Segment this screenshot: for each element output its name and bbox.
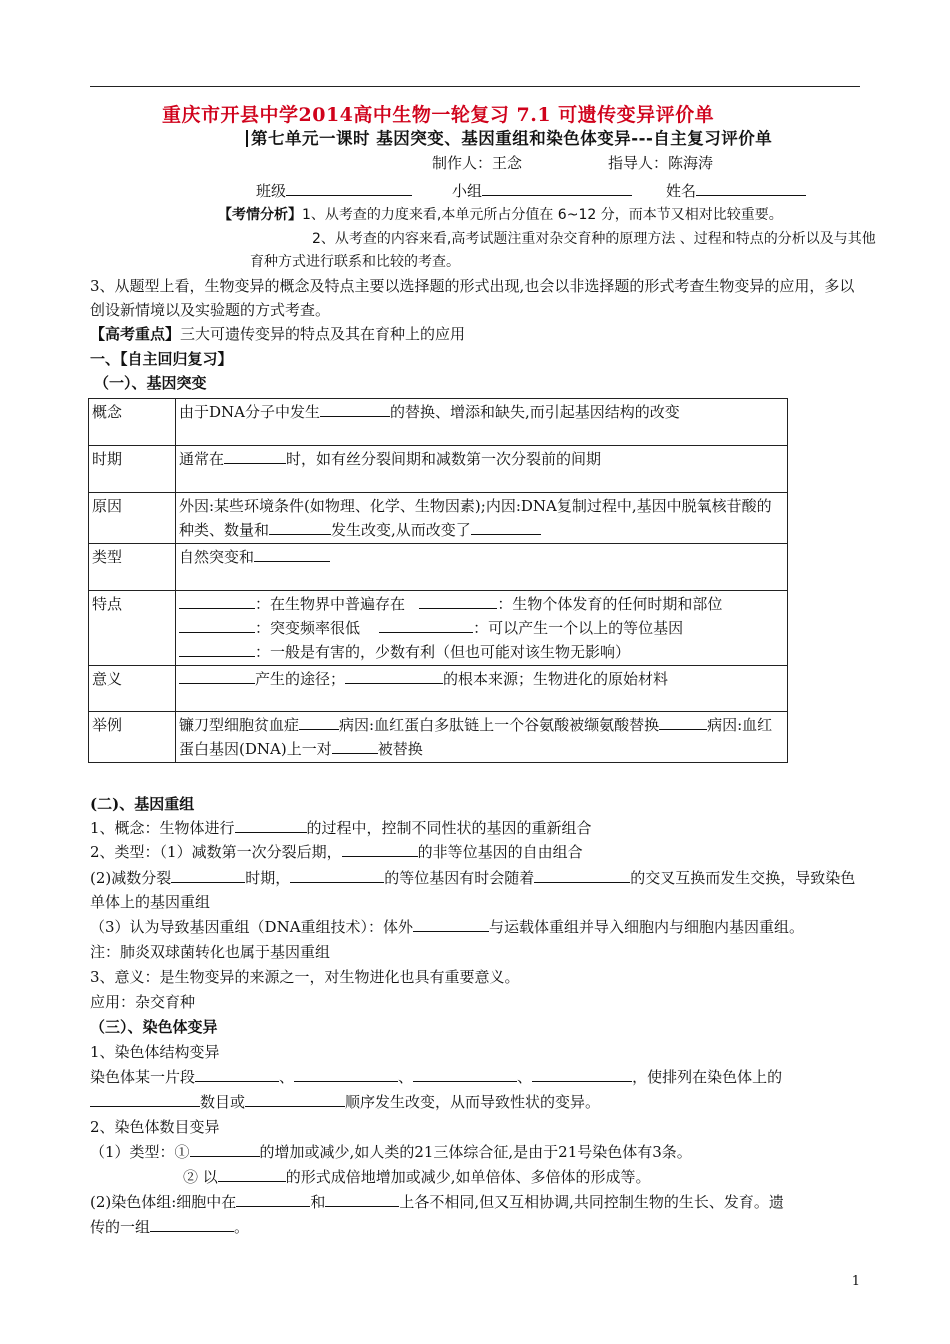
row-content: ：在生物界中普遍存在 ：生物个体发育的任何时期和部位 ：突变频率很低 ：可以产生一个以上的等位基因 ：一般是有害的，少数有利（但也可能对该生物无影响） [176,591,788,666]
blank[interactable] [379,618,473,633]
blank[interactable] [235,818,307,833]
blank[interactable] [179,594,255,609]
blank[interactable] [325,1192,399,1207]
analysis-item1: 【考情分析】1、从考查的力度来看,本单元所占分值在 6~12 分，而本节又相对比较重要。 [218,207,783,223]
row-content: 自然突变和 [176,544,788,591]
maker-label: 制作人：王念 [432,154,523,172]
blank[interactable] [659,715,707,730]
blank[interactable] [532,1067,632,1082]
table-row [89,544,788,591]
table-row [89,666,788,712]
blank[interactable] [294,1067,398,1082]
blank[interactable] [413,917,489,932]
recomb-line2: 2、类型：（1）减数第一次分裂后期， 的非等位基因的自由组合 [90,843,583,861]
blank[interactable] [534,868,630,883]
guide-label: 指导人：陈海涛 [608,154,714,172]
row-content: 外因:某些环境条件(如物理、化学、生物因素);内因:DNA复制过程中,基因中脱氧核苷酸的种类、数量和 发生改变,从而改变了 [176,493,788,544]
table-row [89,493,788,544]
name-field[interactable]: 姓名 [666,180,806,201]
blank[interactable] [332,739,378,754]
row-label: 举例 [89,712,176,763]
mutation-heading: （一）、基因突变 [94,374,207,392]
blank[interactable] [342,842,418,857]
blank[interactable] [245,1092,345,1107]
row-label: 概念 [89,399,176,446]
page-number: 1 [851,1274,860,1289]
blank[interactable] [299,715,339,730]
recomb-application: 应用：杂交育种 [90,993,196,1011]
blank[interactable] [179,642,255,657]
blank[interactable] [471,520,541,535]
analysis-item2-cont: 育种方式进行联系和比较的考查。 [250,254,460,270]
header-rule [90,86,860,87]
group-field[interactable]: 小组 [452,180,632,201]
blank[interactable] [224,449,286,464]
blank[interactable] [320,402,390,417]
blank[interactable] [179,669,255,684]
row-content: 产生的途径； 的根本来源；生物进化的原始材料 [176,666,788,712]
row-content: 镰刀型细胞贫血症 病因:血红蛋白多肽链上一个谷氨酸被缬氨酸替换 病因:血红蛋白基因(DNA)上一对 被替换 [176,712,788,763]
chromo-line3: 数目或 顺序发生改变，从而导致性状的变异。 [90,1091,600,1112]
table-row [89,591,788,666]
chromo-line6: ② 以 的形式成倍地增加或减少,如单倍体、多倍体的形成等。 [183,1168,651,1186]
blank[interactable] [195,1067,279,1082]
blank[interactable] [190,1142,260,1157]
blank[interactable] [171,868,245,883]
row-label: 意义 [89,666,176,712]
blank[interactable] [419,594,497,609]
gene-mutation-table [88,398,788,763]
table-row [89,399,788,446]
blank[interactable] [179,618,255,633]
recomb-note: 注：肺炎双球菌转化也属于基因重组 [90,943,331,961]
recomb-line4: （3）认为导致基因重组（DNA重组技术）：体外 与运载体重组并导入细胞内与细胞内基因重组。 [90,918,805,936]
analysis-item3: 3、从题型上看，生物变异的概念及特点主要以选择题的形式出现,也会以非选择题的形式考查生物变异的应用，多以创设新情境以及实验题的方式考查。 [90,277,855,319]
recomb-line6: 3、意义：是生物变异的来源之一，对生物进化也具有重要意义。 [90,968,520,986]
chromo-line2: 染色体某一片段 、 、 、 ，使排列在染色体上的 [90,1068,783,1086]
blank[interactable] [90,1092,200,1107]
blank[interactable] [269,520,331,535]
chromo-heading: （三）、染色体变异 [90,1018,218,1036]
blank[interactable] [236,1192,310,1207]
blank[interactable] [254,547,330,562]
page-subtitle: 第七单元一课时 基因突变、基因重组和染色体变异---自主复习评价单 [246,125,772,149]
blank[interactable] [218,1167,286,1182]
chromo-line4: 2、染色体数目变异 [90,1118,220,1136]
class-field[interactable]: 班级 [256,180,412,201]
table-row [89,446,788,493]
page-title: 重庆市开县中学2014高中生物一轮复习 7.1 可遗传变异评价单 [162,104,715,126]
row-label: 原因 [89,493,176,544]
row-label: 特点 [89,591,176,666]
recomb-line3: (2)减数分裂 时期， 的等位基因有时会随着 的交叉互换而发生交换，导致染色单体上的基因重组 [90,869,856,911]
table-row [89,712,788,763]
analysis-item2: 2、从考查的内容来看,高考试题注重对杂交育种的原理方法 、过程和特点的分析以及与其他 [312,231,876,247]
row-content: 通常在 时，如有丝分裂间期和减数第一次分裂前的间期 [176,446,788,493]
chromo-line7: (2)染色体组:细胞中在 和 上各不相同,但又互相协调,共同控制生物的生长、发育。遗 [90,1193,784,1211]
blank[interactable] [150,1217,234,1232]
recomb-heading: (二)、基因重组 [90,795,195,813]
chromo-line1: 1、染色体结构变异 [90,1043,220,1061]
recomb-line1: 1、概念：生物体进行 的过程中，控制不同性状的基因的重新组合 [90,819,592,837]
row-content: 由于DNA分子中发生 的替换、增添和缺失,而引起基因结构的改变 [176,399,788,446]
blank[interactable] [290,868,384,883]
row-label: 时期 [89,446,176,493]
blank[interactable] [345,669,443,684]
focus-line: 【高考重点】三大可遗传变异的特点及其在育种上的应用 [90,325,466,343]
chromo-line8: 传的一组 。 [90,1218,250,1236]
row-label: 类型 [89,544,176,591]
blank[interactable] [413,1067,517,1082]
section1-heading: 一、【自主回归复习】 [90,350,233,368]
chromo-line5: （1）类型：① 的增加或减少,如人类的21三体综合征,是由于21号染色体有3条。 [90,1143,692,1161]
